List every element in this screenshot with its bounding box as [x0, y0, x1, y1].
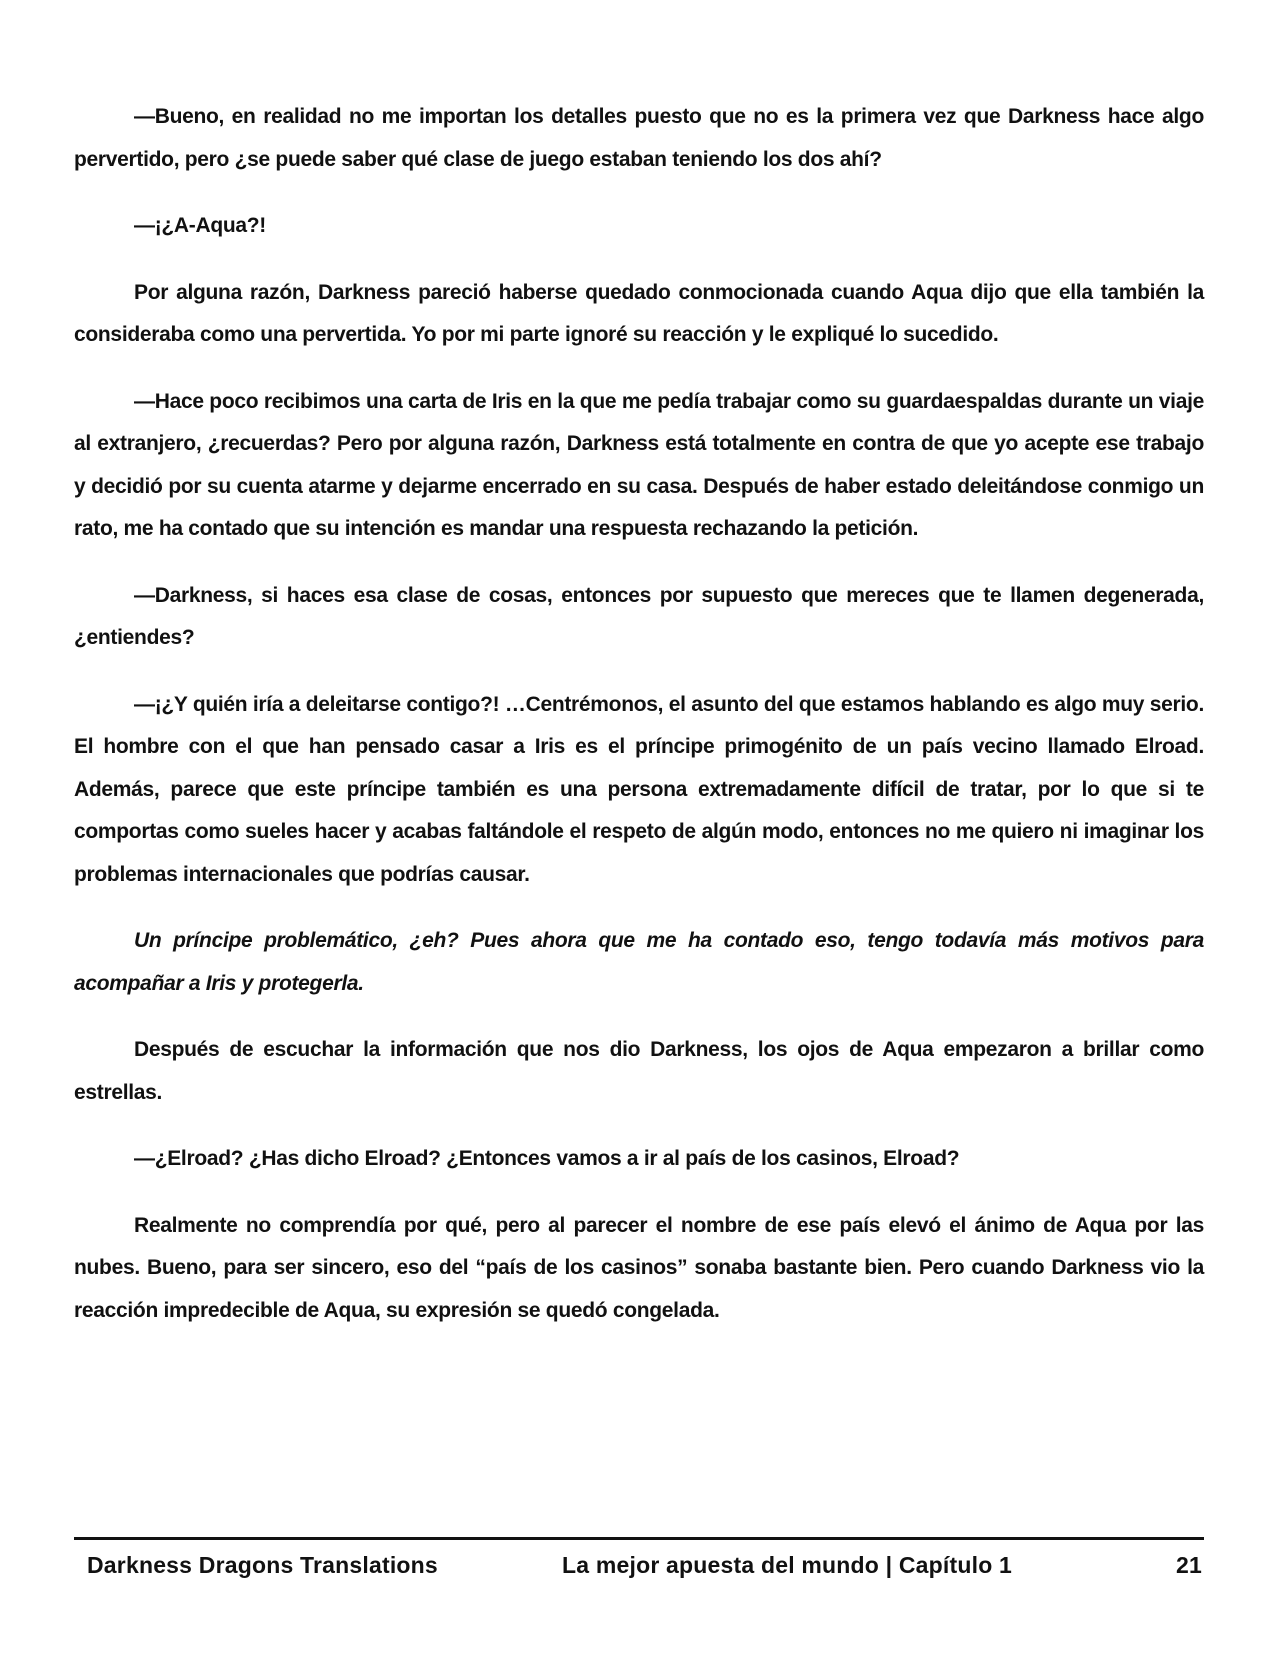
footer-page-number: 21 [1176, 1552, 1202, 1578]
paragraph-3: Por alguna razón, Darkness pareció haberse quedado conmocionada cuando Aqua dijo que ella también la consideraba como una pervertida. Yo por mi parte ignoré su reacción y le expliqué lo sucedido. [74, 280, 1204, 346]
paragraph-7-italic: Un príncipe problemático, ¿eh? Pues ahora que me ha contado eso, tengo todavía más motivos para acompañar a Iris y protegerla. [74, 929, 1204, 995]
page-body [74, 96, 1204, 1356]
page-footer [74, 1537, 1204, 1590]
paragraph-8: Después de escuchar la información que nos dio Darkness, los ojos de Aqua empezaron a brillar como estrellas. [74, 1038, 1204, 1104]
paragraph-1: —Bueno, en realidad no me importan los detalles puesto que no es la primera vez que Darkness hace algo pervertido, pero ¿se puede saber qué clase de juego estaban teniendo los dos ahí? [74, 105, 1204, 171]
paragraph-2: —¡¿A-Aqua?! [134, 214, 267, 237]
paragraph-4: —Hace poco recibimos una carta de Iris en la que me pedía trabajar como su guardaespaldas durante un viaje al extranjero, ¿recuerdas? Pero por alguna razón, Darkness está totalmente en contra de que yo acepte ese trabajo y decidió por su cuenta atarme y dejarme encerrado en su casa. Después de haber estado deleitándose conmigo un rato, me ha contado que su intención es mandar una respuesta rechazando la petición. [74, 389, 1204, 540]
paragraph-6: —¡¿Y quién iría a deleitarse contigo?! …Centrémonos, el asunto del que estamos hablando es algo muy serio. El hombre con el que han pensado casar a Iris es el príncipe primogénito de un país vecino llamado Elroad. Además, parece que este príncipe también es una persona extremadamente difícil de tratar, por lo que si te comportas como sueles hacer y acabas faltándole el respeto de algún modo, entonces no me quiero ni imaginar los problemas internacionales que podrías causar. [74, 692, 1204, 886]
footer-translator: Darkness Dragons Translations [87, 1552, 438, 1578]
paragraph-9: —¿Elroad? ¿Has dicho Elroad? ¿Entonces vamos a ir al país de los casinos, Elroad? [134, 1147, 960, 1170]
footer-chapter-title: La mejor apuesta del mundo | Capítulo 1 [562, 1552, 1013, 1578]
paragraph-10: Realmente no comprendía por qué, pero al parecer el nombre de ese país elevó el ánimo de Aqua por las nubes. Bueno, para ser sincero, eso del “país de los casinos” sonaba bastante bien. Pero cuando Darkness vio la reacción impredecible de Aqua, su expresión se quedó congelada. [74, 1213, 1204, 1322]
paragraph-5: —Darkness, si haces esa clase de cosas, entonces por supuesto que mereces que te llamen degenerada, ¿entiendes? [74, 583, 1204, 649]
